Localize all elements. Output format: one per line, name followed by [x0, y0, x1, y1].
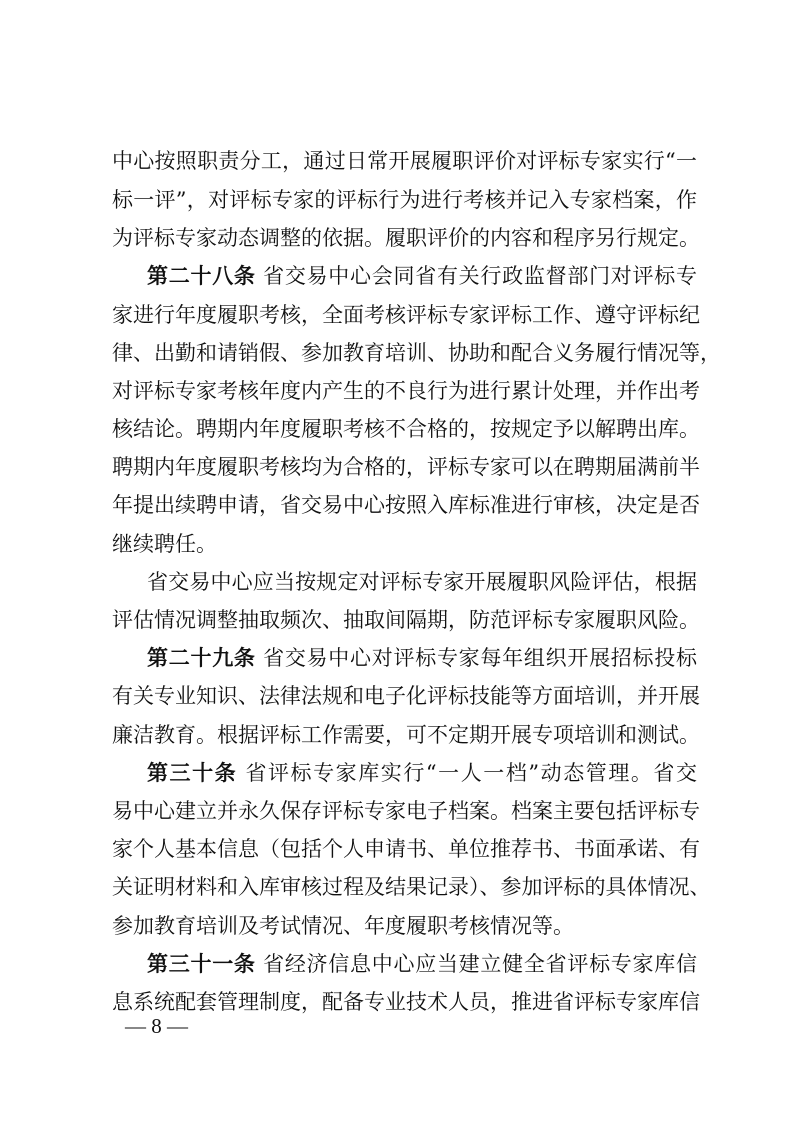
text-line: 聘期内年度履职考核均为合格的，评标专家可以在聘期届满前半 [112, 455, 700, 479]
article-heading: 第二十八条 [147, 263, 256, 288]
text-line: 继续聘任。 [112, 532, 217, 556]
page-number: — 8 — [125, 1014, 188, 1038]
text-line: 标一评”，对评标专家的评标行为进行考核并记入专家档案，作 [112, 188, 697, 212]
text-line: 家个人基本信息（包括个人申请书、单位推荐书、书面承诺、有 [112, 837, 700, 861]
article-line [147, 950, 697, 978]
text-line: 评估情况调整抽取频次、抽取间隔期，防范评标专家履职风险。 [112, 608, 700, 632]
article-heading: 第三十条 [147, 760, 238, 785]
text-line: 有关专业知识、法律法规和电子化评标技能等方面培训，并开展 [112, 684, 700, 708]
article-line [147, 644, 697, 672]
article-heading: 第三十一条 [147, 951, 256, 976]
text-line: 廉洁教育。根据评标工作需要，可不定期开展专项培训和测试。 [112, 723, 700, 747]
text-line: 对评标专家考核年度内产生的不良行为进行累计处理，并作出考 [112, 379, 700, 403]
article-text: 省经济信息中心应当建立健全省评标专家库信 [263, 952, 698, 976]
article-text: 省评标专家库实行“一人一档”动态管理。省交 [245, 761, 697, 785]
text-line: 中心按照职责分工，通过日常开展履职评价对评标专家实行“一 [112, 149, 697, 173]
text-line: 家进行年度履职考核，全面考核评标专家评标工作、遵守评标纪 [112, 303, 700, 327]
text-line: 为评标专家动态调整的依据。履职评价的内容和程序另行规定。 [112, 226, 700, 250]
text-line: 核结论。聘期内年度履职考核不合格的，按规定予以解聘出库。 [112, 417, 700, 441]
text-line: 参加教育培训及考试情况、年度履职考核情况等。 [112, 914, 574, 938]
text-line: 关证明材料和入库审核过程及结果记录）、参加评标的具体情况、 [112, 875, 711, 899]
article-text: 省交易中心对评标专家每年组织开展招标投标 [263, 646, 698, 670]
text-line: 息系统配套管理制度，配备专业技术人员，推进省评标专家库信 [112, 990, 700, 1014]
article-heading: 第二十九条 [147, 645, 256, 670]
article-text: 省交易中心会同省有关行政监督部门对评标专 [263, 264, 698, 288]
text-line: 易中心建立并永久保存评标专家电子档案。档案主要包括评标专 [112, 799, 700, 823]
text-line: 省交易中心应当按规定对评标专家开展履职风险评估，根据 [147, 570, 697, 594]
text-line: 年提出续聘申请，省交易中心按照入库标准进行审核，决定是否 [112, 493, 700, 517]
text-line: 律、出勤和请销假、参加教育培训、协助和配合义务履行情况等， [112, 341, 721, 365]
article-line [147, 759, 697, 787]
article-line [147, 262, 697, 290]
